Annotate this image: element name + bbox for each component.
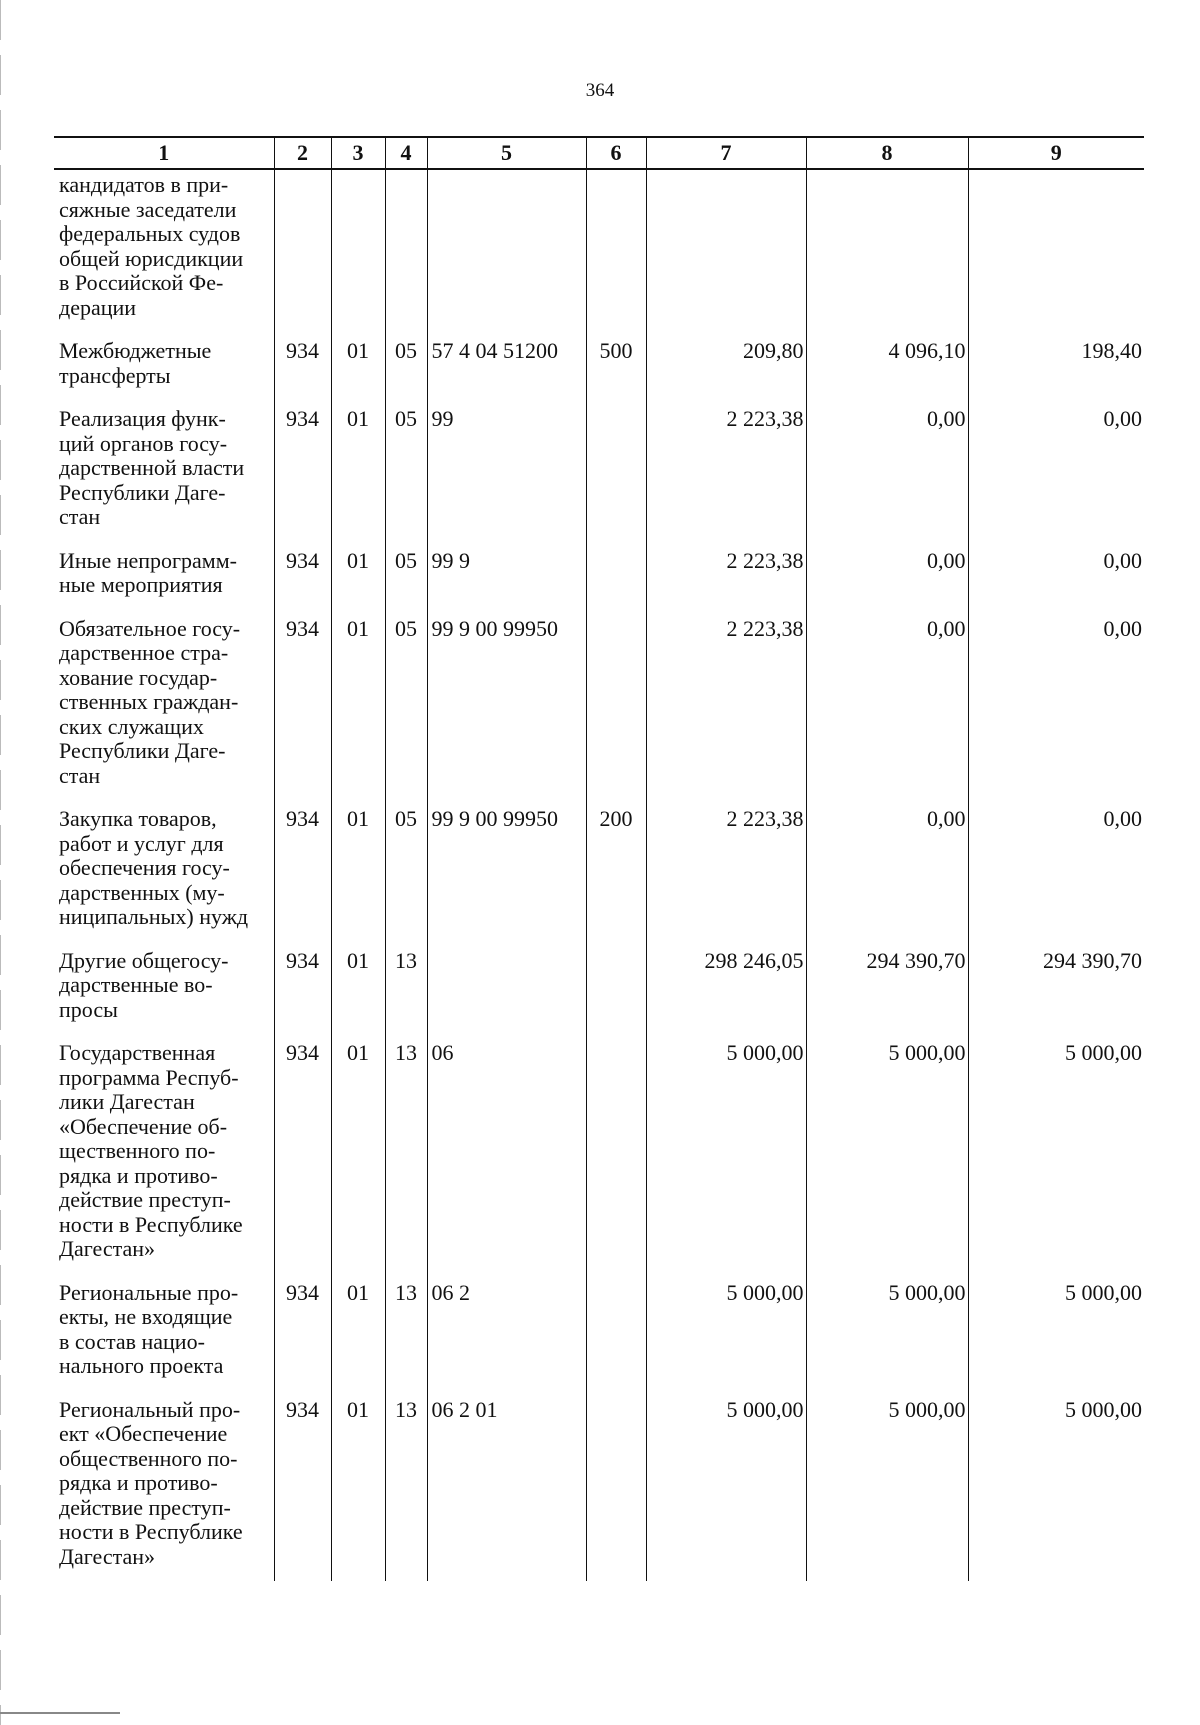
amount-col-7: 5 000,00 [646, 1274, 806, 1391]
table-row [54, 800, 1144, 942]
column-header: 1 [54, 137, 274, 169]
amount-col-7: 2 223,38 [646, 610, 806, 801]
expense-type-code [586, 942, 646, 1035]
target-article-code: 99 9 [427, 542, 586, 610]
amount-col-8: 5 000,00 [806, 1274, 968, 1391]
target-article-code: 06 [427, 1034, 586, 1274]
row-name: Другие общегосу- дарственные во- просы [54, 942, 274, 1035]
amount-col-9: 198,40 [968, 332, 1144, 400]
column-header: 3 [331, 137, 385, 169]
subsection-code: 13 [385, 1034, 427, 1274]
column-header: 2 [274, 137, 331, 169]
expense-type-code [586, 1034, 646, 1274]
column-header: 9 [968, 137, 1144, 169]
amount-col-7: 5 000,00 [646, 1391, 806, 1582]
amount-col-9: 5 000,00 [968, 1034, 1144, 1274]
budget-table [54, 136, 1144, 1581]
amount-col-7 [646, 169, 806, 332]
subsection-code: 13 [385, 1391, 427, 1582]
amount-col-8: 0,00 [806, 610, 968, 801]
ministry-code: 934 [274, 1274, 331, 1391]
subsection-code: 05 [385, 542, 427, 610]
expense-type-code: 500 [586, 332, 646, 400]
table-header-row [54, 137, 1144, 169]
amount-col-9: 294 390,70 [968, 942, 1144, 1035]
subsection-code [385, 169, 427, 332]
table-row [54, 332, 1144, 400]
section-code: 01 [331, 1034, 385, 1274]
ministry-code: 934 [274, 1034, 331, 1274]
ministry-code: 934 [274, 332, 331, 400]
expense-type-code [586, 542, 646, 610]
amount-col-7: 5 000,00 [646, 1034, 806, 1274]
table-row [54, 400, 1144, 542]
row-name: Межбюджетные трансферты [54, 332, 274, 400]
table-row [54, 1391, 1144, 1582]
amount-col-7: 209,80 [646, 332, 806, 400]
amount-col-7: 298 246,05 [646, 942, 806, 1035]
expense-type-code [586, 400, 646, 542]
scan-bottom-rule [0, 1712, 120, 1714]
section-code: 01 [331, 800, 385, 942]
section-code: 01 [331, 332, 385, 400]
row-name: Региональный про- ект «Обеспечение общественного по- рядка и противо- действие преступ- ности в Республике Дагестан» [54, 1391, 274, 1582]
amount-col-8: 5 000,00 [806, 1391, 968, 1582]
table-row [54, 1274, 1144, 1391]
amount-col-8: 0,00 [806, 800, 968, 942]
row-name: Иные непрограмм- ные мероприятия [54, 542, 274, 610]
subsection-code: 05 [385, 400, 427, 542]
amount-col-9: 5 000,00 [968, 1274, 1144, 1391]
row-name: Государственная программа Респуб- лики Дагестан «Обеспечение об- щественного по- рядка и противо- действие преступ- ности в Республике Дагестан» [54, 1034, 274, 1274]
row-name: Реализация функ- ций органов госу- дарственной власти Республики Даге- стан [54, 400, 274, 542]
subsection-code: 05 [385, 610, 427, 801]
table-row [54, 942, 1144, 1035]
page-number: 364 [585, 80, 615, 101]
column-header: 8 [806, 137, 968, 169]
table-row [54, 169, 1144, 332]
subsection-code: 13 [385, 942, 427, 1035]
amount-col-8 [806, 169, 968, 332]
table-row [54, 610, 1144, 801]
target-article-code: 99 9 00 99950 [427, 610, 586, 801]
row-name: кандидатов в при- сяжные заседатели федеральных судов общей юрисдикции в Российской Фе- дерации [54, 169, 274, 332]
amount-col-8: 5 000,00 [806, 1034, 968, 1274]
section-code: 01 [331, 1391, 385, 1582]
amount-col-9: 0,00 [968, 800, 1144, 942]
subsection-code: 13 [385, 1274, 427, 1391]
row-name: Обязательное госу- дарственное стра- хование государ- ственных граждан- ских служащих Республики Даге- стан [54, 610, 274, 801]
target-article-code: 99 9 00 99950 [427, 800, 586, 942]
expense-type-code [586, 1391, 646, 1582]
target-article-code: 57 4 04 51200 [427, 332, 586, 400]
subsection-code: 05 [385, 800, 427, 942]
section-code: 01 [331, 400, 385, 542]
amount-col-9 [968, 169, 1144, 332]
table-row [54, 542, 1144, 610]
amount-col-8: 294 390,70 [806, 942, 968, 1035]
target-article-code: 06 2 01 [427, 1391, 586, 1582]
row-name: Региональные про- екты, не входящие в состав нацио- нального проекта [54, 1274, 274, 1391]
amount-col-8: 4 096,10 [806, 332, 968, 400]
ministry-code: 934 [274, 542, 331, 610]
section-code: 01 [331, 542, 385, 610]
amount-col-9: 0,00 [968, 610, 1144, 801]
target-article-code: 06 2 [427, 1274, 586, 1391]
amount-col-8: 0,00 [806, 400, 968, 542]
column-header: 6 [586, 137, 646, 169]
section-code: 01 [331, 942, 385, 1035]
section-code: 01 [331, 1274, 385, 1391]
target-article-code: 99 [427, 400, 586, 542]
section-code [331, 169, 385, 332]
target-article-code [427, 169, 586, 332]
column-header: 7 [646, 137, 806, 169]
scan-margin-line [0, 0, 1, 1725]
expense-type-code: 200 [586, 800, 646, 942]
row-name: Закупка товаров, работ и услуг для обеспечения госу- дарственных (му- ниципальных) нужд [54, 800, 274, 942]
amount-col-7: 2 223,38 [646, 800, 806, 942]
amount-col-9: 5 000,00 [968, 1391, 1144, 1582]
subsection-code: 05 [385, 332, 427, 400]
ministry-code: 934 [274, 1391, 331, 1582]
expense-type-code [586, 1274, 646, 1391]
amount-col-7: 2 223,38 [646, 542, 806, 610]
amount-col-7: 2 223,38 [646, 400, 806, 542]
amount-col-9: 0,00 [968, 542, 1144, 610]
column-header: 4 [385, 137, 427, 169]
ministry-code: 934 [274, 800, 331, 942]
table-row [54, 1034, 1144, 1274]
ministry-code: 934 [274, 942, 331, 1035]
expense-type-code [586, 610, 646, 801]
ministry-code: 934 [274, 610, 331, 801]
amount-col-8: 0,00 [806, 542, 968, 610]
column-header: 5 [427, 137, 586, 169]
expense-type-code [586, 169, 646, 332]
ministry-code [274, 169, 331, 332]
ministry-code: 934 [274, 400, 331, 542]
target-article-code [427, 942, 586, 1035]
amount-col-9: 0,00 [968, 400, 1144, 542]
section-code: 01 [331, 610, 385, 801]
